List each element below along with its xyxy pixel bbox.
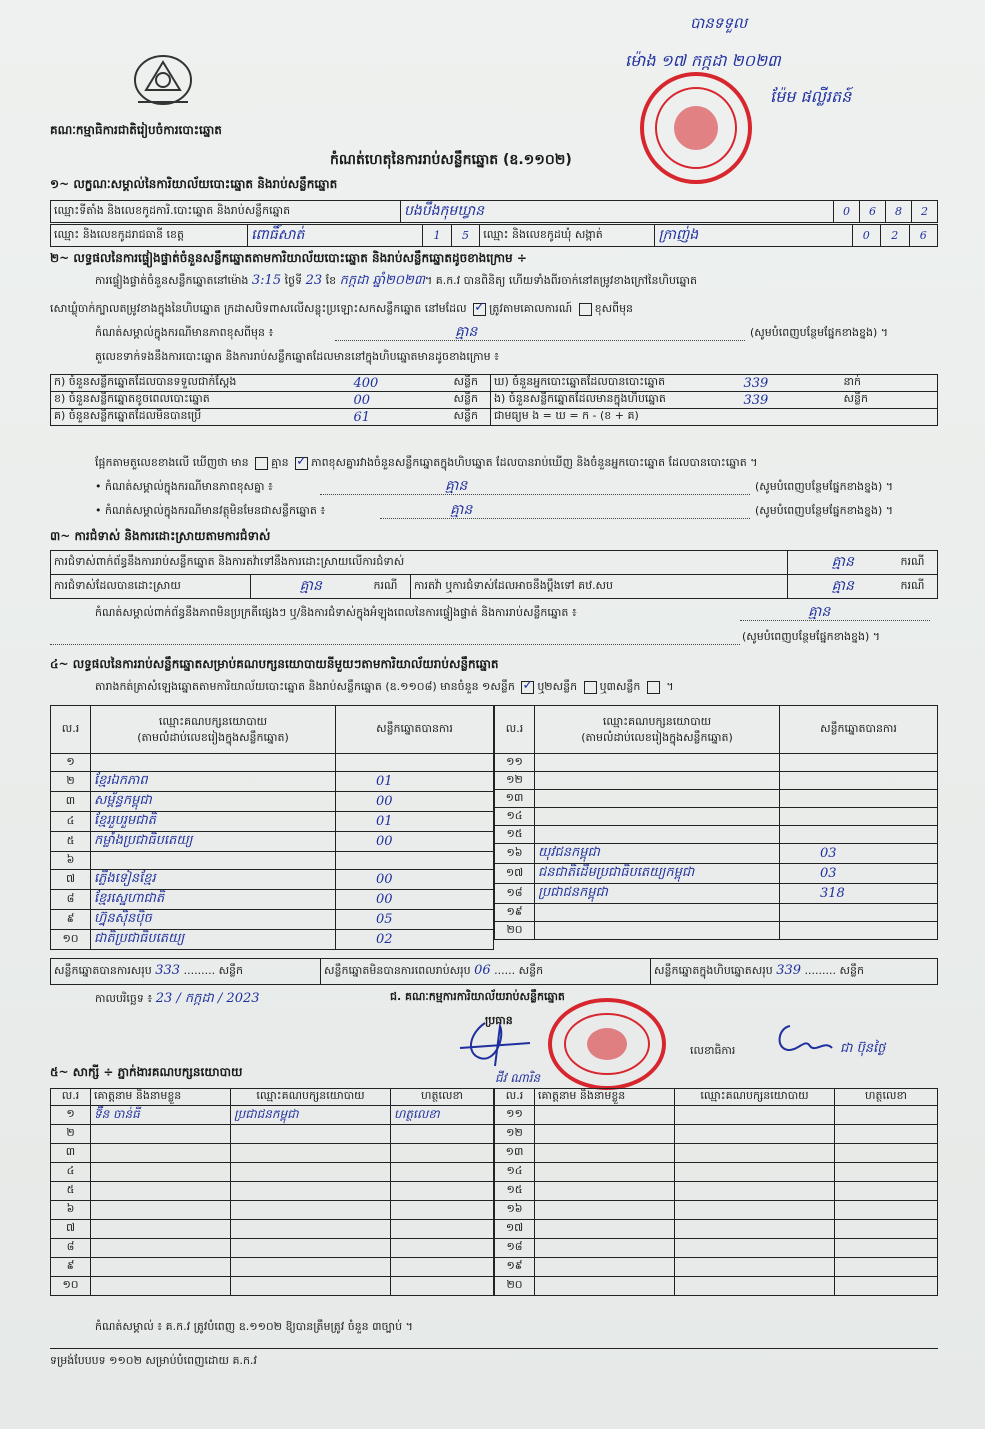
commune-value: ក្រាញ់ង xyxy=(655,225,852,247)
row-number: ៧ xyxy=(51,1220,91,1239)
row-number: ១០ xyxy=(51,1277,91,1296)
commune-code-digit: 2 xyxy=(881,225,909,247)
col-name: គោត្តនាម និងនាមខ្លួន xyxy=(91,1089,231,1106)
fill-hint: (សូមបំពេញបន្ថែមផ្នែកខាងខ្នង) ។ xyxy=(755,504,894,517)
row-number: ៩ xyxy=(51,1258,91,1277)
empty-cell xyxy=(535,1277,675,1296)
row-number: ៥ xyxy=(51,1182,91,1201)
row-number: ៩ xyxy=(51,910,91,930)
secretary-label: លេខាធិការ xyxy=(690,1044,736,1057)
witness-name xyxy=(91,1201,231,1220)
witness-signature xyxy=(391,1182,494,1201)
empty-cell xyxy=(835,1144,938,1163)
table-row xyxy=(495,844,938,864)
location-label: ឈ្មោះទីតាំង និងលេខកូដការិ.បោះឆ្នោត និងរាប់សន្លឹកឆ្នោត xyxy=(51,201,401,223)
table-row xyxy=(51,1182,494,1201)
objection-table: ការជំទាស់ពាក់ព័ន្ធនឹងការរាប់សន្លឹកឆ្នោត និងការតវ៉ាទៅនឹងការដោះស្រាយលើការជំទាស់ គ្មាន ករណី ការជំទាស់ដែលបានដោះស្រាយ គ្មាន ករណី ការតវ៉ា ឬការជំទាស់ដែលអាចនឹងប្តឹងទៅ គឋ.សប គ្មាន ករណី xyxy=(50,550,938,599)
objection-value: គ្មាន xyxy=(788,551,898,575)
final-note: កំណត់សម្គាល់ ៖ គ.ក.វ ត្រូវបំពេញ ឧ.១១០២ ឱ្យបានត្រឹមត្រូវ ចំនួន ៣ច្បាប់ ។ xyxy=(95,1320,413,1333)
vote-count xyxy=(336,852,494,870)
party-name xyxy=(535,904,780,922)
note-object-value: គ្មាន xyxy=(450,502,473,518)
vote-count: 01 xyxy=(336,812,494,832)
chair-label: ប្រធាន xyxy=(485,1014,513,1027)
vote-count xyxy=(780,922,938,940)
row-number: ៦ xyxy=(51,852,91,870)
table-row xyxy=(51,1258,494,1277)
location-value: បងបឹងកុមឃ្វាន xyxy=(401,201,834,223)
vote-count xyxy=(780,772,938,790)
col-no: ល.រ xyxy=(495,1089,535,1106)
witness-party xyxy=(231,1201,391,1220)
col-sign: ហត្ថលេខា xyxy=(391,1089,494,1106)
table-row xyxy=(495,826,938,844)
vote-count xyxy=(780,904,938,922)
col-no: ល.រ xyxy=(51,706,91,754)
row-number: ១២ xyxy=(495,772,535,790)
row-number: ១១ xyxy=(495,754,535,772)
row-number: ៦ xyxy=(51,1201,91,1220)
row-number: ៤ xyxy=(51,1163,91,1182)
witness-party xyxy=(231,1258,391,1277)
seal-line: សោឃ្លុំចាក់ក្បាលតម្រូវខាងក្នុងនៃហិបឆ្នោត ក្រដាសបិទពាសលើសន្លុះប្រឡោះសកសន្លឹកឆ្នោត នៅមដែល ✓ ត្រូវតាមគោលការណ៍ ខុសពីមុន xyxy=(50,302,633,318)
empty-cell xyxy=(835,1163,938,1182)
emblem-icon xyxy=(128,50,198,112)
witness-party: ប្រជាជនកម្ពុជា xyxy=(231,1106,391,1125)
correct-checkbox[interactable] xyxy=(473,303,486,316)
witness-party xyxy=(231,1125,391,1144)
committee-label: ជ. គណៈកម្មការការិយាល័យរាប់សន្លឹកឆ្នោត xyxy=(390,990,565,1003)
witness-party xyxy=(231,1277,391,1296)
row-number: ១ xyxy=(51,1106,91,1125)
vote-count: 02 xyxy=(336,930,494,950)
row-number: ៨ xyxy=(51,1239,91,1258)
resolved-label: ការជំទាស់ដែលបានដោះស្រាយ xyxy=(51,575,251,599)
count-label: ក) ចំនួនសន្លឹកឆ្នោតដែលបានទទួលជាក់ស្តែង xyxy=(51,375,351,392)
section-4-title: ៤~ លទ្ធផលនៃការរាប់សន្លឹកឆ្នោតសម្រាប់គណបក្សនយោបាយនីមួយៗតាមការិយាល័យរាប់សន្លឹកឆ្នោត xyxy=(50,657,499,671)
table-row xyxy=(51,1125,494,1144)
note-difference-value: គ្មាន xyxy=(455,324,478,340)
empty-cell xyxy=(535,1220,675,1239)
empty-cell xyxy=(675,1106,835,1125)
irregularity-note-label: កំណត់សម្គាល់ពាក់ព័ន្ធនឹងភាពមិនប្រក្រតីផ្សេងៗ ឬ/និងការជំទាស់ក្នុងអំឡុងពេលនៃការផ្ទៀងផ្ទាត់ និងការរាប់សន្លឹកឆ្នោត ៖ xyxy=(95,606,577,619)
received-note: បានទទួល xyxy=(690,14,748,32)
total-valid: សន្លឹកឆ្នោតបានការសរុប 333 ......... សន្លឹក xyxy=(51,959,321,985)
witness-signature xyxy=(391,1163,494,1182)
row-number: ៨ xyxy=(51,890,91,910)
table-row xyxy=(51,772,494,792)
note-diff-label: • កំណត់សម្គាល់ក្នុងករណីមានភាពខុសគ្នា ៖ xyxy=(95,480,273,493)
table-row xyxy=(495,922,938,940)
witness-name xyxy=(91,1125,231,1144)
empty-cell xyxy=(535,1144,675,1163)
witness-party xyxy=(231,1163,391,1182)
official-stamp-top xyxy=(640,72,752,184)
vote-count: 05 xyxy=(336,910,494,930)
vote-count xyxy=(780,826,938,844)
secretary-name: ជា ប៊ុនថ្ងៃ xyxy=(840,1041,886,1056)
table-row xyxy=(51,1106,494,1125)
empty-cell xyxy=(675,1163,835,1182)
witness-signature xyxy=(391,1258,494,1277)
total-in-box: សន្លឹកឆ្នោតក្នុងហិបឆ្នោតសរុប 339 ......... សន្លឹក xyxy=(651,959,938,985)
fill-hint: (សូមបំពេញបន្ថែមផ្នែកខាងខ្នង) ។ xyxy=(755,480,894,493)
table-row xyxy=(495,904,938,922)
fill-hint: (សូមបំពេញបន្ថែមផ្នែកខាងខ្នង) ។ xyxy=(750,326,889,339)
party-name xyxy=(535,790,780,808)
row-number: ១៣ xyxy=(495,790,535,808)
empty-cell xyxy=(535,1106,675,1125)
party-name xyxy=(535,808,780,826)
table-row xyxy=(51,792,494,812)
row-number: ៣ xyxy=(51,792,91,812)
no-difference-checkbox[interactable] xyxy=(295,457,308,470)
party-name: ខ្មែរស្នេហាជាតិ xyxy=(91,890,336,910)
row-number: ១៣ xyxy=(495,1144,535,1163)
objection-label: ការជំទាស់ពាក់ព័ន្ធនឹងការរាប់សន្លឹកឆ្នោត និងការតវ៉ាទៅនឹងការដោះស្រាយលើការជំទាស់ xyxy=(51,551,788,575)
witness-name xyxy=(91,1144,231,1163)
received-date-note: ម៉ោង ១៧ កក្កដា ២០២៣ xyxy=(625,51,781,70)
has-difference-checkbox[interactable] xyxy=(255,457,268,470)
col-votes: សន្លឹកឆ្នោតបានការ xyxy=(336,706,494,754)
official-stamp-bottom xyxy=(548,998,666,1090)
fill-hint: (សូមបំពេញបន្ថែមផ្នែកខាងខ្នង) ។ xyxy=(742,630,881,643)
party-name: ហ្វ៊ុនស៊ិនប៉ិច xyxy=(91,910,336,930)
table-row xyxy=(51,1220,494,1239)
table-row xyxy=(495,808,938,826)
table-row xyxy=(495,1220,938,1239)
three-sheet-checkbox[interactable] xyxy=(647,681,660,694)
party-name xyxy=(535,772,780,790)
row-number: ១៤ xyxy=(495,1163,535,1182)
tally-sheet-line: តារាងកត់ត្រាសំឡេងឆ្នោតតាមការិយាល័យបោះឆ្នោត និងរាប់សន្លឹកឆ្នោត (ឧ.១១០៨) មានចំនួន ១សន្លឹក ✓ ឬ២សន្លឹក ឬ៣សន្លឹក ។ xyxy=(95,680,674,696)
table-row xyxy=(495,884,938,904)
vote-count: 00 xyxy=(336,890,494,910)
row-number: ១៥ xyxy=(495,826,535,844)
row-number: ៤ xyxy=(51,812,91,832)
votes-table-left xyxy=(50,705,494,950)
table-row xyxy=(495,1201,938,1220)
vote-count: 00 xyxy=(336,832,494,852)
one-sheet-checkbox[interactable] xyxy=(521,681,534,694)
party-name: កម្លាំងប្រជាធិបតេយ្យ xyxy=(91,832,336,852)
row-number: ២ xyxy=(51,772,91,792)
col-party: ឈ្មោះគណបក្សនយោបាយ xyxy=(231,1089,391,1106)
chair-signature xyxy=(455,1018,535,1068)
section-1-title: ១~ លក្ខណៈសម្គាល់នៃការិយាល័យបោះឆ្នោត និងរាប់សន្លឹកឆ្នោត xyxy=(50,177,338,191)
party-name xyxy=(535,922,780,940)
empty-cell xyxy=(835,1125,938,1144)
section-2-title: ២~ លទ្ធផលនៃការផ្ទៀងផ្ទាត់ចំនួនសន្លឹកឆ្នោតតាមការិយាល័យបោះឆ្នោត និងរាប់សន្លឹកឆ្នោតដូចខាងក្រោម ÷ xyxy=(50,251,527,265)
table-row xyxy=(495,1258,938,1277)
section-5-title: ៥~ សាក្សី ÷ ភ្នាក់ងារគណបក្សនយោបាយ xyxy=(50,1065,243,1079)
table-row xyxy=(51,890,494,910)
vote-count: 318 xyxy=(780,884,938,904)
row-number: ១៩ xyxy=(495,904,535,922)
table-row xyxy=(495,1106,938,1125)
empty-cell xyxy=(675,1277,835,1296)
count-value: 339 xyxy=(741,392,841,409)
row-number: ១ xyxy=(51,754,91,772)
row-number: ២ xyxy=(51,1125,91,1144)
table-row xyxy=(51,870,494,890)
code-digit: 2 xyxy=(912,201,938,223)
vote-count xyxy=(780,808,938,826)
party-name: ភ្លើងទៀនខ្មែរ xyxy=(91,870,336,890)
row-number: ១៤ xyxy=(495,808,535,826)
table-row xyxy=(51,754,494,772)
row-number: ១៦ xyxy=(495,1201,535,1220)
row-number: ៧ xyxy=(51,870,91,890)
vote-count: 03 xyxy=(780,844,938,864)
witness-name: ទ៊ីន ចាន់ធី xyxy=(91,1106,231,1125)
count-label: ខ) ចំនួនសន្លឹកឆ្នោតខូចពេលបោះឆ្នោត xyxy=(51,392,351,409)
committee-name: គណៈកម្មាធិការជាតិរៀបចំការបោះឆ្នោត xyxy=(50,123,222,137)
witness-signature xyxy=(391,1220,494,1239)
witness-name xyxy=(91,1220,231,1239)
secretary-signature xyxy=(770,1018,840,1058)
count-label: គ) ចំនួនសន្លឹកឆ្នោតដែលមិនបានប្រើ xyxy=(51,409,351,426)
party-name xyxy=(91,852,336,870)
count-value: 339 xyxy=(741,375,841,392)
province-value: ពោធិ៍សាត់ xyxy=(248,225,423,247)
witness-signature xyxy=(391,1277,494,1296)
party-name xyxy=(535,754,780,772)
date-line: កាលបរិច្ឆេទ ៖ 23 / កក្កដា / 2023 xyxy=(95,991,260,1006)
vote-count: 01 xyxy=(336,772,494,792)
table-row xyxy=(495,864,938,884)
section-1-table xyxy=(50,200,938,223)
row-number: ១៦ xyxy=(495,844,535,864)
counts-table: ក) ចំនួនសន្លឹកឆ្នោតដែលបានទទួលជាក់ស្តែង 400 សន្លឹក ឃ) ចំនួនអ្នកបោះឆ្នោតដែលបានបោះឆ្នោត 339 នាក់ ខ) ចំនួនសន្លឹកឆ្នោតខូចពេលបោះឆ្នោត 00 សន្លឹក ង) ចំនួនសន្លឹកឆ្នោតដែលមានក្នុងហិបឆ្នោត 339 សន្លឹក គ) ចំនួនសន្លឹកឆ្នោតដែលមិនបានប្រើ 61 សន្លឹក ជាមធ្យម ង = ឃ = ក - (ខ + គ) xyxy=(50,374,938,426)
witness-name xyxy=(91,1277,231,1296)
row-number: ៥ xyxy=(51,832,91,852)
witness-table-right xyxy=(494,1088,938,1296)
vote-count xyxy=(336,754,494,772)
note-diff-value: គ្មាន xyxy=(445,478,468,494)
empty-cell xyxy=(675,1220,835,1239)
empty-cell xyxy=(835,1239,938,1258)
col-party: ឈ្មោះគណបក្សនយោបាយ (តាមលំដាប់លេខរៀងក្នុងសន្លឹកឆ្នោត) xyxy=(535,706,780,754)
empty-cell xyxy=(675,1239,835,1258)
resolved-value: គ្មាន xyxy=(251,575,371,599)
count-label: ង) ចំនួនសន្លឹកឆ្នោតដែលមានក្នុងហិបឆ្នោត xyxy=(491,392,741,409)
table-row xyxy=(495,1182,938,1201)
witness-name xyxy=(91,1163,231,1182)
vote-count: 00 xyxy=(336,870,494,890)
witness-name xyxy=(91,1182,231,1201)
note-difference-label: កំណត់សម្គាល់ក្នុងករណីមានភាពខុសពីមុន ៖ xyxy=(95,326,274,339)
col-party: ឈ្មោះគណបក្សនយោបាយ xyxy=(675,1089,835,1106)
code-digit: 0 xyxy=(834,201,860,223)
empty-cell xyxy=(675,1144,835,1163)
col-no: ល.រ xyxy=(495,706,535,754)
table-row xyxy=(495,772,938,790)
table-row xyxy=(495,754,938,772)
party-name: ជាតិប្រជាធិបតេយ្យ xyxy=(91,930,336,950)
table-row xyxy=(51,1144,494,1163)
appeal-label: ការតវ៉ា ឬការជំទាស់ដែលអាចនឹងប្តឹងទៅ គឋ.សប xyxy=(411,575,788,599)
appeal-value: គ្មាន xyxy=(788,575,898,599)
two-sheet-checkbox[interactable] xyxy=(584,681,597,694)
row-number: ១៥ xyxy=(495,1182,535,1201)
code-digit: 6 xyxy=(860,201,886,223)
row-number: ១៧ xyxy=(495,864,535,884)
col-votes: សន្លឹកឆ្នោតបានការ xyxy=(780,706,938,754)
empty-cell xyxy=(675,1201,835,1220)
empty-cell xyxy=(835,1106,938,1125)
witness-signature: ហត្ថលេខា xyxy=(391,1106,494,1125)
count-value: 400 xyxy=(351,375,451,392)
party-name: យុវជនកម្ពុជា xyxy=(535,844,780,864)
section-1-table-row2 xyxy=(50,224,938,247)
row-number: ២០ xyxy=(495,922,535,940)
table-row xyxy=(51,812,494,832)
form-footer: ទម្រង់បែបបទ ១១០២ សម្រាប់បំពេញដោយ គ.ក.វ xyxy=(50,1354,257,1367)
province-code-digit: 5 xyxy=(451,225,479,247)
empty-cell xyxy=(835,1258,938,1277)
totals-row xyxy=(50,958,938,985)
counts-intro: តួលេខទាក់ទងនឹងការបោះឆ្នោត និងការរាប់សន្លឹកឆ្នោតដែលមាននៅក្នុងហិបឆ្នោតមានដូចខាងក្រោម ៖ xyxy=(95,350,499,363)
count-value: 00 xyxy=(351,392,451,409)
empty-cell xyxy=(835,1277,938,1296)
table-row xyxy=(51,1163,494,1182)
empty-cell xyxy=(675,1182,835,1201)
commune-code-digit: 0 xyxy=(852,225,880,247)
code-digit: 8 xyxy=(886,201,912,223)
chair-name: ជីវ ណារិន xyxy=(495,1071,541,1085)
col-no: ល.រ xyxy=(51,1089,91,1106)
total-invalid: សន្លឹកឆ្នោតមិនបានការពេលរាប់សរុប 06 ...... សន្លឹក xyxy=(321,959,651,985)
witness-name xyxy=(91,1239,231,1258)
witness-party xyxy=(231,1182,391,1201)
witness-party xyxy=(231,1144,391,1163)
difference-check-line: ផ្អែកតាមតួលេខខាងលើ ឃើញថា មាន គ្មាន ✓ ភាពខុសគ្នារវាងចំនួនសន្លឹកឆ្នោតក្នុងហិបឆ្នោត ដែលបានរាប់ឃើញ និងចំនួនអ្នកបោះឆ្នោត ដែលបានបោះឆ្នោត ។ xyxy=(95,456,757,472)
province-label: ឈ្មោះ និងលេខកូដរាជធានី ខេត្ត xyxy=(51,225,248,247)
empty-cell xyxy=(835,1220,938,1239)
commune-code-digit: 6 xyxy=(909,225,938,247)
note-object-label: • កំណត់សម្គាល់ក្នុងករណីមានវត្ថុមិនមែនជាសន្លឹកឆ្នោត ៖ xyxy=(95,504,326,517)
row-number: ១៧ xyxy=(495,1220,535,1239)
commune-label: ឈ្មោះ និងលេខកូដឃុំ សង្កាត់ xyxy=(480,225,655,247)
empty-cell xyxy=(835,1182,938,1201)
col-party: ឈ្មោះគណបក្សនយោបាយ (តាមលំដាប់លេខរៀងក្នុងសន្លឹកឆ្នោត) xyxy=(91,706,336,754)
vote-count xyxy=(780,754,938,772)
row-number: ១២ xyxy=(495,1125,535,1144)
witness-party xyxy=(231,1220,391,1239)
table-row xyxy=(51,1277,494,1296)
witness-name xyxy=(91,1258,231,1277)
section-3-title: ៣~ ការជំទាស់ និងការដោះស្រាយតាមការជំទាស់ xyxy=(50,529,271,543)
party-name xyxy=(535,826,780,844)
table-row xyxy=(495,790,938,808)
vote-count: 03 xyxy=(780,864,938,884)
empty-cell xyxy=(535,1201,675,1220)
wrong-checkbox[interactable] xyxy=(579,303,592,316)
party-name: ខ្មែររួបរួមជាតិ xyxy=(91,812,336,832)
witness-signature xyxy=(391,1144,494,1163)
table-row xyxy=(51,910,494,930)
table-row xyxy=(495,1163,938,1182)
witness-party xyxy=(231,1239,391,1258)
witness-table-left xyxy=(50,1088,494,1296)
row-number: ១០ xyxy=(51,930,91,950)
table-row xyxy=(495,1144,938,1163)
col-sign: ហត្ថលេខា xyxy=(835,1089,938,1106)
table-row xyxy=(495,1125,938,1144)
empty-cell xyxy=(535,1239,675,1258)
vote-count xyxy=(780,790,938,808)
row-number: ១៨ xyxy=(495,884,535,904)
row-number: ២០ xyxy=(495,1277,535,1296)
party-name: ប្រជាជនកម្ពុជា xyxy=(535,884,780,904)
table-row xyxy=(51,1201,494,1220)
vote-count: 00 xyxy=(336,792,494,812)
col-name: គោត្តនាម និងនាមខ្លួន xyxy=(535,1089,675,1106)
party-name: ខ្មែរឯកភាព xyxy=(91,772,336,792)
table-row xyxy=(51,930,494,950)
empty-cell xyxy=(835,1201,938,1220)
row-number: ១៨ xyxy=(495,1239,535,1258)
table-row xyxy=(495,1277,938,1296)
count-label: ឃ) ចំនួនអ្នកបោះឆ្នោតដែលបានបោះឆ្នោត xyxy=(491,375,741,392)
witness-signature xyxy=(391,1201,494,1220)
empty-cell xyxy=(675,1125,835,1144)
votes-table-right xyxy=(494,705,938,940)
empty-cell xyxy=(675,1258,835,1277)
formula: ជាមធ្យម ង = ឃ = ក - (ខ + គ) xyxy=(491,409,938,426)
empty-cell xyxy=(535,1182,675,1201)
irregularity-note-value: គ្មាន xyxy=(808,604,831,620)
witness-signature xyxy=(391,1239,494,1258)
table-row xyxy=(495,1239,938,1258)
table-row xyxy=(51,832,494,852)
row-number: ៣ xyxy=(51,1144,91,1163)
witness-signature xyxy=(391,1125,494,1144)
table-row xyxy=(51,1239,494,1258)
verification-line: ការផ្ទៀងផ្ទាត់ចំនួនសន្លឹកឆ្នោតនៅម៉ោង 3:15 ថ្ងៃទី 23 ខែ កក្កដា ឆ្នាំ២០២៣។ គ.ក.វ បានពិនិត្យ ហើយទាំងពីរចាក់នៅតម្រូវខាងក្រៅនៃហិបឆ្នោត xyxy=(95,273,697,288)
row-number: ១១ xyxy=(495,1106,535,1125)
empty-cell xyxy=(535,1125,675,1144)
table-row xyxy=(51,852,494,870)
empty-cell xyxy=(535,1258,675,1277)
party-name xyxy=(91,754,336,772)
empty-cell xyxy=(535,1163,675,1182)
count-value: 61 xyxy=(351,409,451,426)
row-number: ១៩ xyxy=(495,1258,535,1277)
received-by-note: ម៉ែម ផល្លីរតន៍ xyxy=(770,87,852,106)
party-name: ជនជាតិដើមប្រជាធិបតេយ្យកម្ពុជា xyxy=(535,864,780,884)
party-name: សម្ព័ន្ធកម្ពុជា xyxy=(91,792,336,812)
form-title: កំណត់ហេតុនៃការរាប់សន្លឹកឆ្នោត (ឧ.១១០២) xyxy=(330,152,572,168)
province-code-digit: 1 xyxy=(423,225,451,247)
